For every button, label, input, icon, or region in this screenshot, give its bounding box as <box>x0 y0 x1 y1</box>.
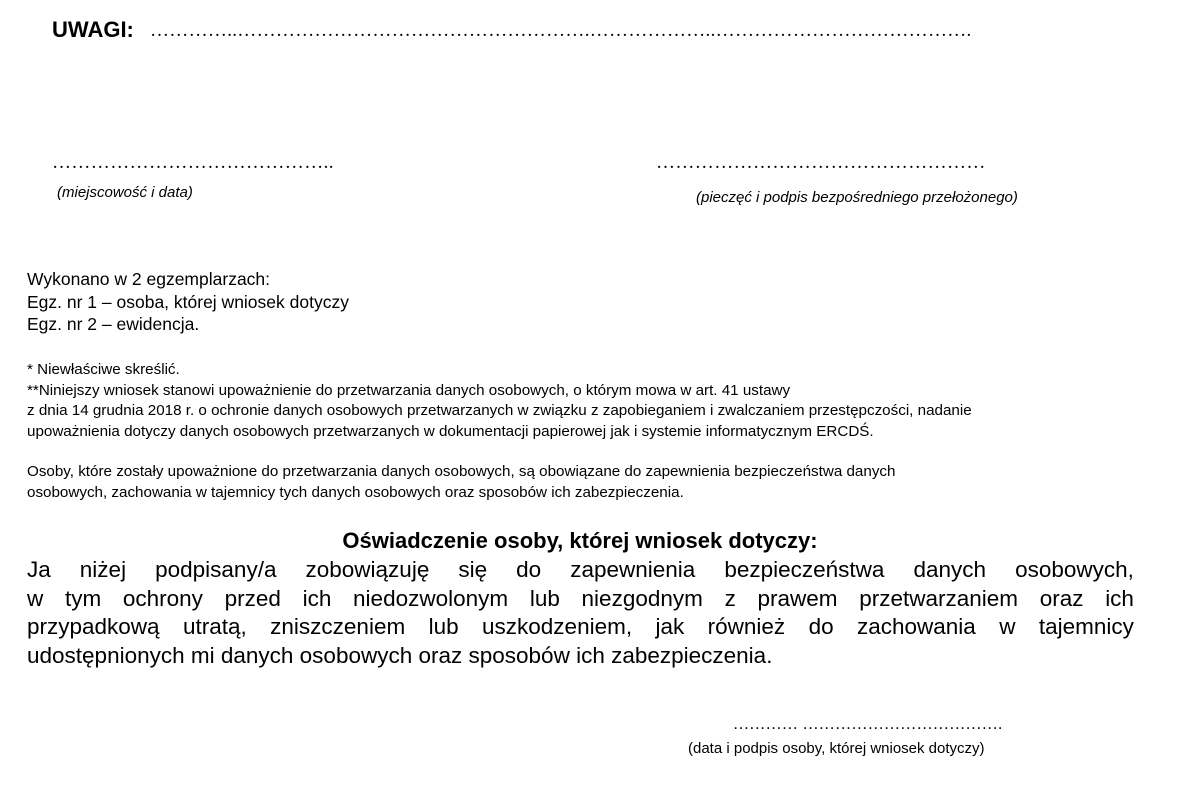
declaration-word: przetwarzaniem <box>859 585 1019 611</box>
copies-heading: Wykonano w 2 egzemplarzach: <box>27 269 271 289</box>
copy-1-line: Egz. nr 1 – osoba, której wniosek dotyczy <box>27 291 349 312</box>
declaration-title: Oświadczenie osoby, której wniosek dotyczy: <box>342 528 818 553</box>
declaration-word: do <box>516 557 542 582</box>
declaration-word: utratą, <box>182 614 247 639</box>
declaration-word: niezgodnym <box>581 585 703 611</box>
applicant-signature-caption: (data i podpis osoby, której wniosek dotyczy) <box>688 740 985 757</box>
declaration-word: ich <box>1105 585 1134 611</box>
declaration-word: w <box>27 585 44 611</box>
declaration-word: zniszczeniem <box>270 614 406 639</box>
declaration-word: do <box>808 614 834 639</box>
footnote-authorization-line-3: upoważnienia dotyczy danych osobowych przetwarzanych w dokumentacji papierowej jak i systemie informatycznym ERCDŚ. <box>27 422 874 440</box>
remarks-dotted-line: …………..……………………………………………….………………..…………………………………. <box>150 20 972 41</box>
footnote-strike-out: * Niewłaściwe skreślić. <box>27 361 180 378</box>
declaration-word: danych <box>913 557 987 582</box>
declaration-word: oraz <box>1039 585 1084 611</box>
declaration-word: lub <box>428 614 459 639</box>
declaration-word: przypadkową <box>27 614 160 639</box>
declaration-word: zachowania <box>856 614 976 639</box>
declaration-line-1 <box>27 556 1134 585</box>
declaration-line-4: udostępnionych mi danych osobowych oraz sposobów ich zabezpieczenia. <box>27 642 773 668</box>
declaration-word: prawem <box>757 585 838 611</box>
declaration-word: uszkodzeniem, <box>482 614 633 639</box>
place-date-dotted-line: …………………………………….. <box>52 152 334 173</box>
obligation-paragraph <box>27 462 895 503</box>
declaration-word: bezpieczeństwa <box>724 557 885 582</box>
supervisor-signature-caption: (pieczęć i podpis bezpośredniego przełożonego) <box>696 189 1018 206</box>
declaration-word: również <box>707 614 786 639</box>
declaration-word: tajemnicy <box>1038 614 1134 639</box>
place-date-caption: (miejscowość i data) <box>57 184 193 201</box>
declaration-word: z <box>724 585 736 611</box>
declaration-word: lub <box>529 585 560 611</box>
remarks-label: UWAGI: <box>52 17 134 42</box>
copies-section <box>27 268 349 336</box>
declaration-line-3 <box>27 613 1134 642</box>
applicant-signature-dotted-line: ………… ………………………………. <box>733 716 1003 733</box>
declaration-word: przed <box>224 585 281 611</box>
declaration-word: się <box>458 557 488 582</box>
supervisor-signature-dotted-line: …………………………………………… <box>656 152 986 173</box>
declaration-word: tym <box>64 585 102 611</box>
declaration-word: osobowych, <box>1015 557 1134 582</box>
declaration-word: Ja <box>27 557 51 582</box>
declaration-line-2 <box>27 585 1134 614</box>
footnote-authorization-line-1: **Niniejszy wniosek stanowi upoważnienie do przetwarzania danych osobowych, o którym mowa w art. 41 ustawy <box>27 381 791 399</box>
declaration-body <box>27 556 1134 670</box>
declaration-word: jak <box>655 614 685 639</box>
declaration-word: zobowiązuję <box>305 557 430 582</box>
obligation-line-2: osobowych, zachowania w tajemnicy tych danych osobowych oraz sposobów ich zabezpieczenia. <box>27 483 684 501</box>
declaration-word: ich <box>302 585 332 611</box>
obligation-line-1: Osoby, które zostały upoważnione do przetwarzania danych osobowych, są obowiązane do zapewnienia bezpieczeństwa danych <box>27 463 896 480</box>
declaration-word: zapewnienia <box>570 557 696 582</box>
declaration-word: podpisany/a <box>155 557 277 582</box>
footnote-authorization-line-2: z dnia 14 grudnia 2018 r. o ochronie danych osobowych przetwarzanych w związku z zapobieganiem i zwalczaniem przestępczości, nadanie <box>27 402 972 419</box>
copy-2-line: Egz. nr 2 – ewidencja. <box>27 314 200 334</box>
declaration-word: w <box>999 614 1016 639</box>
declaration-word: niedozwolonym <box>353 585 509 611</box>
declaration-word: ochrony <box>122 585 203 611</box>
declaration-word: niżej <box>79 557 127 582</box>
footnotes-section <box>27 360 972 442</box>
